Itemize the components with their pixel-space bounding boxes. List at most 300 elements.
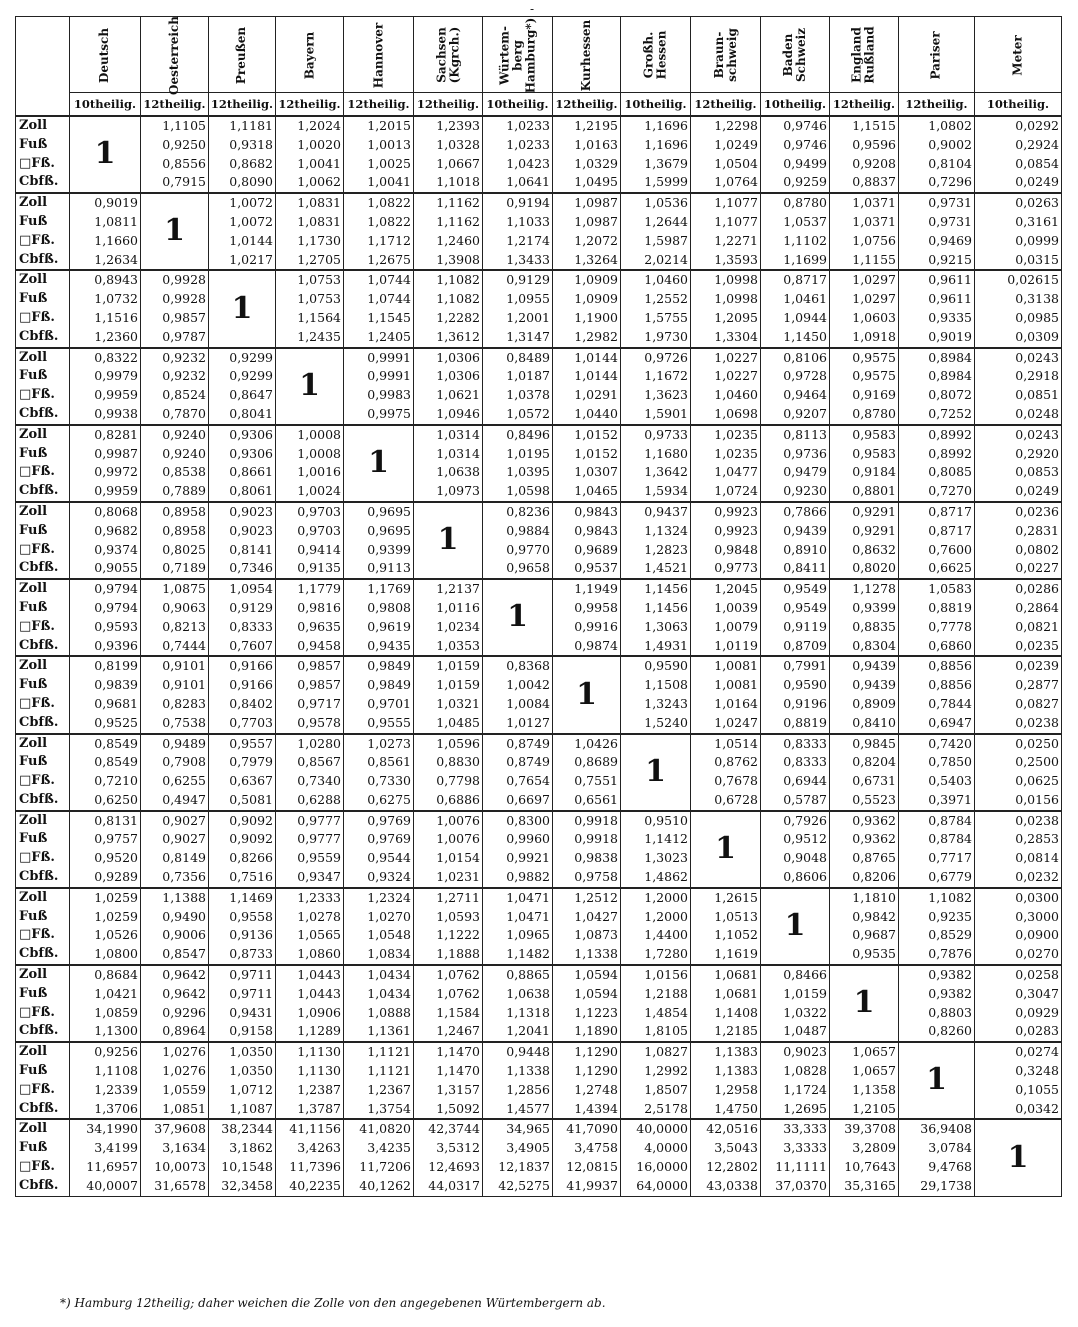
value: 0,9439 (783, 522, 827, 538)
value-cell (209, 965, 276, 1042)
value: 1,0217 (229, 251, 273, 267)
value: 0,9113 (367, 560, 411, 576)
value: 3,5312 (436, 1140, 480, 1156)
value: 1,0513 (714, 908, 758, 924)
value-cell (344, 965, 414, 1042)
value: 0,8402 (229, 695, 273, 711)
value: 1,0973 (436, 483, 480, 499)
column-division: 12theilig. (830, 92, 898, 115)
value: 0,8909 (852, 695, 896, 711)
value: 3,2809 (852, 1140, 896, 1156)
value: 0,2918 (1015, 368, 1059, 384)
value: 1,0583 (928, 581, 972, 597)
value: 1,3433 (506, 251, 550, 267)
value: 1,0987 (574, 213, 618, 229)
value: 1,0234 (436, 618, 480, 634)
value-cell (975, 116, 1062, 193)
unit-label: Zoll (19, 118, 48, 133)
value: 0,8410 (852, 714, 896, 730)
value-cell (209, 193, 276, 270)
value: 1,2174 (506, 232, 550, 248)
value: 0,9399 (367, 541, 411, 557)
value: 1,0329 (574, 155, 618, 171)
value-cell (975, 888, 1062, 965)
value-cell (899, 193, 975, 270)
value: 1,0753 (297, 291, 341, 307)
value: 0,9006 (162, 927, 206, 943)
value: 0,9787 (162, 328, 206, 344)
value: 1,1162 (436, 213, 480, 229)
value: 1,0477 (714, 464, 758, 480)
value: 1,0427 (574, 908, 618, 924)
value: 1,1779 (297, 581, 341, 597)
value-cell (761, 193, 830, 270)
value: 0,0238 (1015, 812, 1059, 828)
value: 0,9335 (928, 309, 972, 325)
value: 0,0851 (1015, 387, 1059, 403)
value: 0,7252 (928, 405, 972, 421)
value: 0,8213 (162, 618, 206, 634)
value: 0,0929 (1015, 1004, 1059, 1020)
value: 3,4263 (297, 1140, 341, 1156)
value: 0,8784 (928, 831, 972, 847)
value: 0,9431 (229, 1004, 273, 1020)
value: 9,4768 (928, 1159, 972, 1175)
value: 0,9843 (574, 522, 618, 538)
value: 0,9882 (506, 869, 550, 885)
value: 0,9593 (94, 618, 138, 634)
value: 1,2195 (574, 118, 618, 133)
value: 1,1289 (297, 1023, 341, 1039)
value: 1,0987 (574, 195, 618, 211)
value: 0,9558 (229, 908, 273, 924)
value: 0,9512 (783, 831, 827, 847)
value-cell (141, 734, 209, 811)
unit-labels (16, 965, 70, 1042)
value: 1,0152 (574, 426, 618, 442)
value: 1,0712 (229, 1081, 273, 1097)
value: 1,0072 (229, 213, 273, 229)
column-header (209, 17, 276, 117)
value: 10,0073 (154, 1159, 206, 1175)
value: 0,0263 (1015, 195, 1059, 211)
value: 1,0231 (436, 869, 480, 885)
value-cell (276, 425, 344, 502)
value: 1,0270 (367, 908, 411, 924)
value: 1,0744 (367, 272, 411, 288)
value: 1,0756 (852, 232, 896, 248)
value-cell (761, 116, 830, 193)
value: 0,2831 (1015, 522, 1059, 538)
value: 0,8780 (783, 195, 827, 211)
value: 0,6728 (714, 791, 758, 807)
value: 1,3623 (644, 387, 688, 403)
value-cell (553, 348, 621, 425)
value: 0,9207 (783, 405, 827, 421)
unit-label: Cbfß. (19, 714, 59, 730)
value: 0,8025 (162, 541, 206, 557)
value: 1,0434 (367, 967, 411, 983)
value: 1,1949 (574, 581, 618, 597)
column-division: 10theilig. (483, 92, 552, 115)
value-cell (553, 888, 621, 965)
value: 1,3147 (506, 328, 550, 344)
column-division: 10theilig. (70, 92, 140, 115)
value: 0,9382 (928, 967, 972, 983)
column-name: Oesterreich (167, 15, 182, 95)
value: 0,8106 (783, 349, 827, 365)
value: 0,9916 (574, 618, 618, 634)
value: 11,1111 (775, 1159, 827, 1175)
value: 1,2711 (436, 889, 480, 905)
value: 1,0041 (297, 155, 341, 171)
value: 1,4750 (714, 1100, 758, 1116)
value: 1,0280 (297, 735, 341, 751)
value: 1,0860 (297, 946, 341, 962)
value: 0,9843 (574, 503, 618, 519)
value: 3,3333 (783, 1140, 827, 1156)
value: 0,9250 (162, 136, 206, 152)
identity-cell: 1 (975, 1119, 1062, 1196)
value: 0,9711 (229, 967, 273, 983)
value: 0,9158 (229, 1023, 273, 1039)
value: 1,1696 (644, 118, 688, 133)
value: 0,9757 (94, 831, 138, 847)
value: 0,9845 (852, 735, 896, 751)
value: 0,8749 (506, 735, 550, 751)
value-cell (621, 965, 691, 1042)
value: 1,2041 (506, 1023, 550, 1039)
value: 0,0286 (1015, 581, 1059, 597)
unit-label: □Fß. (19, 927, 55, 943)
value: 0,9857 (297, 677, 341, 693)
value: 1,2467 (436, 1023, 480, 1039)
value: 0,6860 (928, 637, 972, 653)
value: 1,0596 (436, 735, 480, 751)
value-cell (414, 811, 483, 888)
unit-labels (16, 888, 70, 965)
value: 0,6697 (506, 791, 550, 807)
value-cell (553, 1119, 621, 1196)
value-cell (761, 348, 830, 425)
value-cell (344, 193, 414, 270)
unit-label: Cbfß. (19, 791, 59, 807)
value: 0,8684 (94, 967, 138, 983)
value: 1,0875 (162, 581, 206, 597)
value: 1,3642 (644, 464, 688, 480)
value-cell (141, 425, 209, 502)
value-cell (344, 116, 414, 193)
value: 0,8085 (928, 464, 972, 480)
value-cell (553, 965, 621, 1042)
value: 0,9960 (506, 831, 550, 847)
value: 1,1162 (436, 195, 480, 211)
value: 1,2333 (297, 889, 341, 905)
value-cell (209, 811, 276, 888)
value-cell (483, 425, 553, 502)
value-cell (691, 888, 761, 965)
value: 0,6288 (297, 791, 341, 807)
value: 1,4521 (644, 560, 688, 576)
value: 1,1082 (928, 889, 972, 905)
value-cell (276, 270, 344, 347)
unit-labels (16, 425, 70, 502)
value: 0,9318 (229, 136, 273, 152)
value: 1,0371 (852, 213, 896, 229)
value: 0,9489 (162, 735, 206, 751)
value: 1,0603 (852, 309, 896, 325)
value: 1,0020 (297, 136, 341, 152)
value: 1,1564 (297, 309, 341, 325)
value: 0,0270 (1015, 946, 1059, 962)
value: 0,6947 (928, 714, 972, 730)
value: 0,0248 (1015, 405, 1059, 421)
value: 0,9439 (852, 658, 896, 674)
value: 0,9019 (928, 328, 972, 344)
value: 0,6255 (162, 773, 206, 789)
value: 0,9773 (714, 560, 758, 576)
value: 0,7600 (928, 541, 972, 557)
value-cell (70, 502, 141, 579)
value: 0,8061 (229, 483, 273, 499)
value: 0,8784 (928, 812, 972, 828)
value: 1,0698 (714, 405, 758, 421)
value-cell (899, 348, 975, 425)
value: 1,2367 (367, 1081, 411, 1097)
value: 0,9983 (367, 387, 411, 403)
value-cell (344, 270, 414, 347)
value: 0,9658 (506, 560, 550, 576)
value: 1,3908 (436, 251, 480, 267)
value: 0,9549 (783, 581, 827, 597)
value: 0,5081 (229, 791, 273, 807)
value: 0,1055 (1015, 1081, 1059, 1097)
value: 0,8368 (506, 658, 550, 674)
value: 38,2344 (221, 1121, 273, 1137)
value: 0,6944 (783, 773, 827, 789)
column-division: 12theilig. (344, 92, 413, 115)
unit-labels (16, 656, 70, 733)
value: 1,0443 (297, 967, 341, 983)
value: 0,8547 (162, 946, 206, 962)
value: 1,0159 (436, 677, 480, 693)
value-cell (621, 348, 691, 425)
value: 1,1222 (436, 927, 480, 943)
value: 1,2324 (367, 889, 411, 905)
value: 0,8333 (229, 618, 273, 634)
value: 0,0156 (1015, 791, 1059, 807)
value-cell (691, 1119, 761, 1196)
table-row (16, 811, 1062, 888)
unit-label: □Fß. (19, 695, 55, 711)
unit-label: □Fß. (19, 1081, 55, 1097)
value: 0,0249 (1015, 174, 1059, 190)
unit-label: □Fß. (19, 1004, 55, 1020)
column-division: 12theilig. (899, 92, 974, 115)
value: 1,1890 (574, 1023, 618, 1039)
value: 1,1130 (297, 1044, 341, 1060)
unit-label: Cbfß. (19, 328, 59, 344)
value: 1,2188 (644, 985, 688, 1001)
value: 1,0062 (297, 174, 341, 190)
value: 1,2045 (714, 581, 758, 597)
table-row (16, 965, 1062, 1042)
unit-label: Fuß (19, 136, 48, 152)
value: 1,0025 (367, 155, 411, 171)
value-cell (621, 579, 691, 656)
value: 1,4862 (644, 869, 688, 885)
value-cell (553, 193, 621, 270)
value: 1,0227 (714, 368, 758, 384)
value: 1,1358 (852, 1081, 896, 1097)
value: 0,7703 (229, 714, 273, 730)
value: 1,0154 (436, 850, 480, 866)
value: 0,9578 (297, 714, 341, 730)
value: 1,0423 (506, 155, 550, 171)
value-cell (483, 348, 553, 425)
value: 0,8801 (852, 483, 896, 499)
value-cell (344, 1042, 414, 1119)
value: 0,8856 (928, 658, 972, 674)
value: 1,1412 (644, 831, 688, 847)
value: 0,7889 (162, 483, 206, 499)
value-cell (483, 193, 553, 270)
value: 36,9408 (920, 1121, 972, 1137)
value-cell (761, 1042, 830, 1119)
value: 0,8958 (162, 522, 206, 538)
column-header (899, 17, 975, 117)
value: 1,0314 (436, 445, 480, 461)
value: 42,0516 (706, 1121, 758, 1137)
value: 0,9758 (574, 869, 618, 885)
value-cell (483, 1119, 553, 1196)
value: 0,9396 (94, 637, 138, 653)
value: 1,0572 (506, 405, 550, 421)
value-cell (691, 502, 761, 579)
value: 0,6250 (94, 791, 138, 807)
column-name: Baden Schweiz (780, 27, 808, 83)
value: 1,1545 (367, 309, 411, 325)
value-cell (830, 348, 899, 425)
value: 1,2387 (297, 1081, 341, 1097)
value: 0,8104 (928, 155, 972, 171)
value: 10,1548 (221, 1159, 273, 1175)
value-cell (141, 888, 209, 965)
table-row (16, 656, 1062, 733)
value: 0,7915 (162, 174, 206, 190)
value: 1,0187 (506, 368, 550, 384)
value: 1,0724 (714, 483, 758, 499)
value: 1,0152 (574, 445, 618, 461)
value: 0,3047 (1015, 985, 1059, 1001)
value-cell (141, 1042, 209, 1119)
value: 0,9987 (94, 445, 138, 461)
value: 1,1082 (436, 272, 480, 288)
unit-label: Cbfß. (19, 1100, 59, 1116)
value: 0,8496 (506, 426, 550, 442)
value: 0,3000 (1015, 908, 1059, 924)
value: 1,2015 (367, 118, 411, 133)
value-cell (209, 116, 276, 193)
value: 0,9525 (94, 714, 138, 730)
value: 0,0232 (1015, 869, 1059, 885)
value: 0,9374 (94, 541, 138, 557)
value-cell (975, 579, 1062, 656)
value: 1,0297 (852, 291, 896, 307)
value-cell (141, 502, 209, 579)
value-cell (830, 579, 899, 656)
value: 0,9499 (783, 155, 827, 171)
value-cell (553, 811, 621, 888)
value: 1,0641 (506, 174, 550, 190)
table-row (16, 116, 1062, 193)
value-cell (553, 116, 621, 193)
column-header (553, 17, 621, 117)
value: 0,0243 (1015, 426, 1059, 442)
value: 0,8489 (506, 349, 550, 365)
column-header (141, 17, 209, 117)
value: 0,9256 (94, 1044, 138, 1060)
unit-labels (16, 193, 70, 270)
value: 1,1338 (574, 946, 618, 962)
value: 1,0081 (714, 677, 758, 693)
value: 0,9731 (928, 195, 972, 211)
value: 1,2675 (367, 251, 411, 267)
unit-label: Cbfß. (19, 251, 59, 267)
identity-cell: 1 (899, 1042, 975, 1119)
value: 1,2705 (297, 251, 341, 267)
value: 1,0944 (783, 309, 827, 325)
unit-labels (16, 579, 70, 656)
value-cell (414, 1119, 483, 1196)
value: 0,9701 (367, 695, 411, 711)
value: 0,8709 (783, 637, 827, 653)
value: 0,9975 (367, 405, 411, 421)
value: 0,9023 (229, 522, 273, 538)
value-cell (761, 656, 830, 733)
value: 1,1769 (367, 581, 411, 597)
value: 0,9769 (367, 831, 411, 847)
value: 1,1469 (229, 889, 273, 905)
value: 0,8749 (506, 754, 550, 770)
value: 11,7206 (359, 1159, 411, 1175)
value-cell (344, 656, 414, 733)
value: 0,7678 (714, 773, 758, 789)
value-cell (830, 888, 899, 965)
value: 0,0235 (1015, 637, 1059, 653)
value: 0,9555 (367, 714, 411, 730)
value: 0,9857 (297, 658, 341, 674)
value: 1,0079 (714, 618, 758, 634)
value: 0,8466 (783, 967, 827, 983)
value: 0,8538 (162, 464, 206, 480)
value: 1,2137 (436, 581, 480, 597)
value: 4,0000 (644, 1140, 688, 1156)
value: 0,9717 (297, 695, 341, 711)
value: 1,0084 (506, 695, 550, 711)
value: 1,2282 (436, 309, 480, 325)
value: 1,0762 (436, 985, 480, 1001)
value-cell (761, 734, 830, 811)
value: 1,0800 (94, 946, 138, 962)
value: 1,4394 (574, 1100, 618, 1116)
value: 0,9619 (367, 618, 411, 634)
value-cell (691, 348, 761, 425)
value: 1,1077 (714, 195, 758, 211)
identity-cell: 1 (761, 888, 830, 965)
value: 0,8632 (852, 541, 896, 557)
value: 0,9520 (94, 850, 138, 866)
